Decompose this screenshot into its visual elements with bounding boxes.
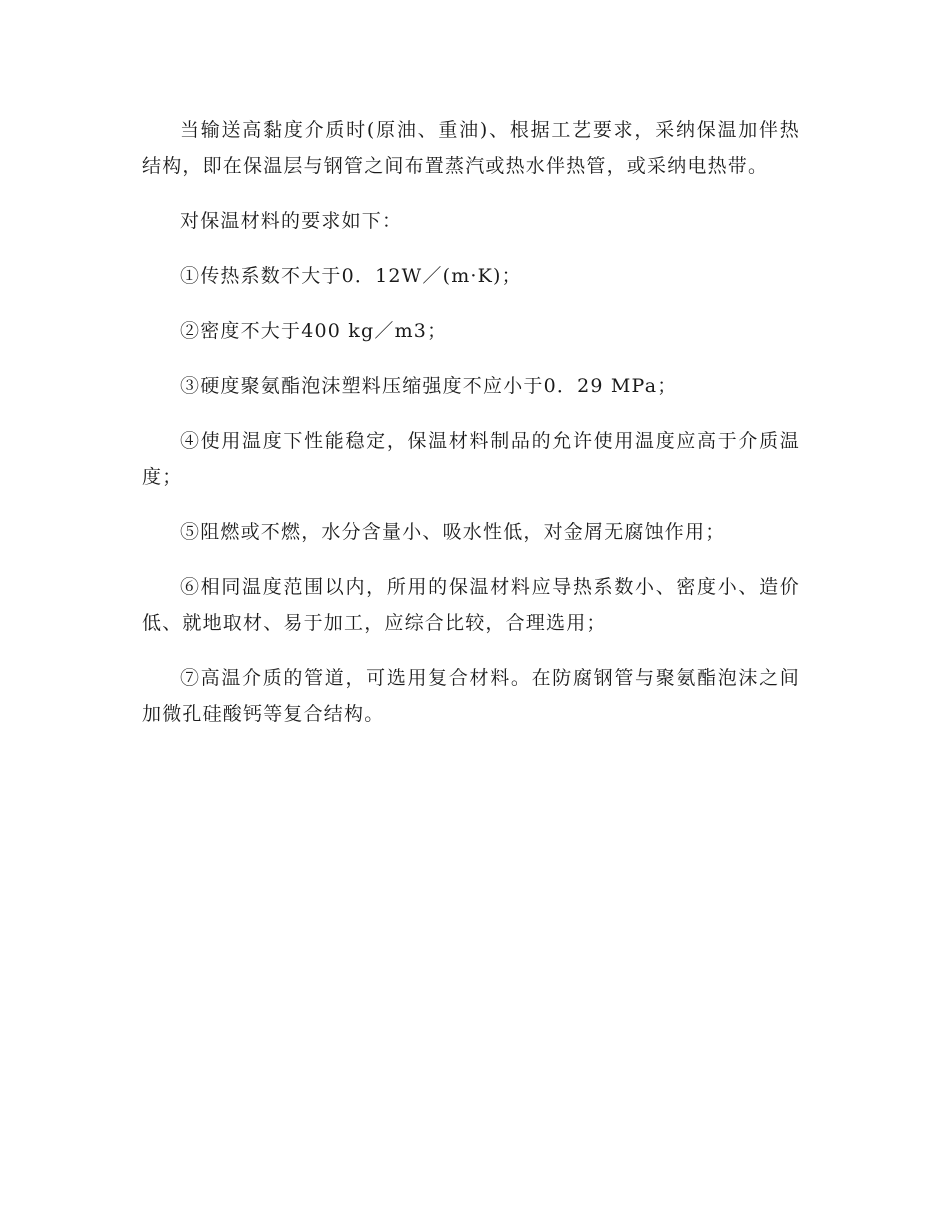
document-body	[142, 112, 800, 751]
requirement-item-5: ⑤阻燃或不燃，水分含量小、吸水性低，对金屑无腐蚀作用；	[180, 521, 726, 543]
paragraph-requirements-heading: 对保温材料的要求如下：	[180, 210, 403, 232]
requirement-item-4: ④使用温度下性能稳定，保温材料制品的允许使用温度应高于介质温度；	[142, 430, 800, 488]
requirement-item-2: ②密度不大于400 kg／m3；	[180, 320, 448, 342]
requirement-item-1: ①传热系数不大于0．12W／(m·K)；	[180, 265, 522, 287]
requirement-item-6: ⑥相同温度范围以内，所用的保温材料应导热系数小、密度小、造价低、就地取材、易于加工，应综合比较，合理选用；	[142, 576, 800, 634]
requirement-item-3: ③硬度聚氨酯泡沫塑料压缩强度不应小于0．29 MPa；	[180, 375, 678, 397]
requirement-item-7: ⑦高温介质的管道，可选用复合材料。在防腐钢管与聚氨酯泡沫之间加微孔硅酸钙等复合结构。	[142, 667, 800, 725]
paragraph-intro: 当输送高黏度介质时(原油、重油)、根据工艺要求，采纳保温加伴热结构，即在保温层与钢管之间布置蒸汽或热水伴热管，或采纳电热带。	[142, 119, 800, 177]
